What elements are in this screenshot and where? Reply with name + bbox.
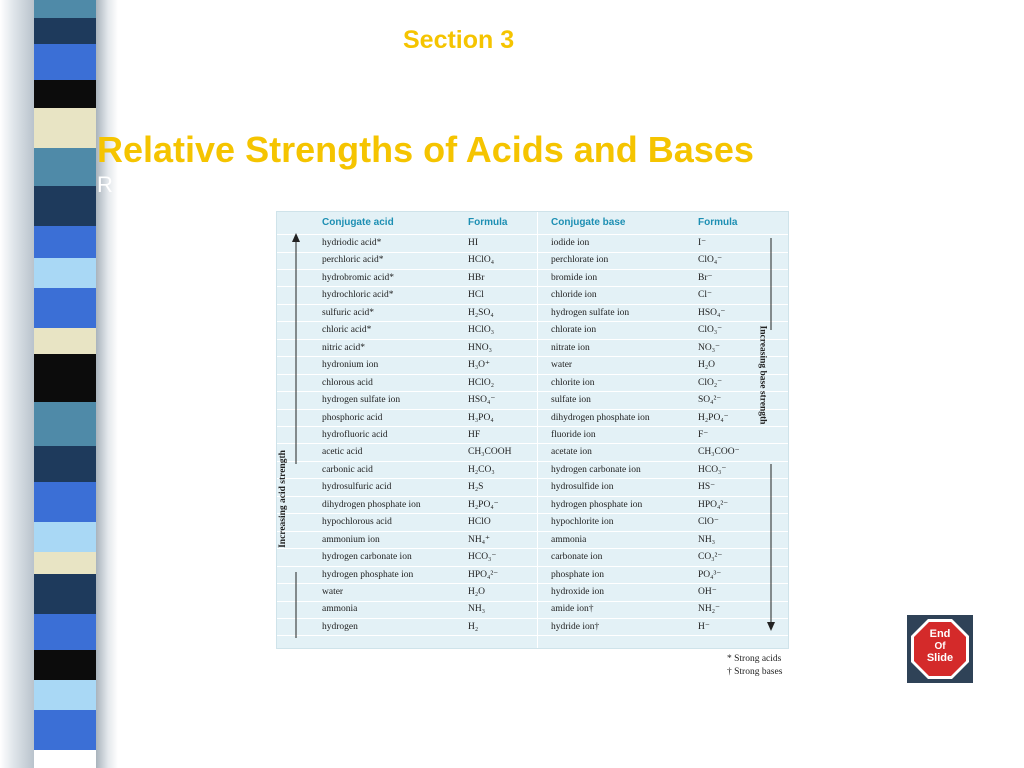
base-formula-cell: Br⁻: [698, 272, 713, 283]
strip-block: [34, 80, 96, 108]
acid-formula-cell: H₂SO₄: [468, 307, 494, 318]
conjugate-base-cell: carbonate ion: [551, 552, 603, 563]
end-sign-line3: Slide: [926, 652, 954, 664]
acid-formula-cell: HPO₄²⁻: [468, 569, 499, 580]
conjugate-base-cell: fluoride ion: [551, 429, 596, 440]
acid-formula-cell: H₂: [468, 621, 479, 632]
strip-block: [34, 226, 96, 258]
table-row: [277, 532, 788, 550]
conjugate-base-cell: chlorate ion: [551, 325, 597, 336]
strip-block: [34, 0, 96, 18]
conjugate-base-cell: phosphate ion: [551, 569, 605, 580]
table-row: [277, 410, 788, 428]
strip-block: [34, 482, 96, 522]
acid-formula-cell: H₂CO₃: [468, 464, 495, 475]
conjugate-acid-cell: chlorous acid: [322, 377, 373, 388]
strip-block: [34, 614, 96, 650]
conjugate-base-cell: chlorite ion: [551, 377, 595, 388]
conjugate-acid-cell: hydrogen: [322, 621, 358, 632]
strip-block: [34, 186, 96, 226]
base-formula-cell: HCO₃⁻: [698, 464, 727, 475]
conjugate-acid-cell: chloric acid*: [322, 325, 372, 336]
conjugate-acid-cell: hydronium ion: [322, 360, 379, 371]
base-formula-cell: ClO₄⁻: [698, 255, 723, 266]
conjugate-acid-cell: dihydrogen phosphate ion: [322, 499, 421, 510]
conjugate-base-cell: hydrogen carbonate ion: [551, 464, 641, 475]
strip-block: [34, 148, 96, 186]
acid-formula-cell: HCl: [468, 290, 484, 301]
conjugate-base-cell: hydrogen phosphate ion: [551, 499, 643, 510]
strip-block: [34, 446, 96, 482]
base-formula-cell: NH₃: [698, 534, 716, 545]
strip-block: [34, 288, 96, 328]
acid-formula-cell: HF: [468, 429, 481, 440]
acid-formula-cell: HClO₂: [468, 377, 495, 388]
conjugate-acid-cell: hydrosulfuric acid: [322, 482, 392, 493]
table-row: [277, 514, 788, 532]
conjugate-acid-cell: sulfuric acid*: [322, 307, 374, 318]
base-formula-cell: PO₄³⁻: [698, 569, 722, 580]
acid-formula-cell: H₂PO₄⁻: [468, 499, 499, 510]
conjugate-acid-cell: hydrogen sulfate ion: [322, 395, 401, 406]
acid-formula-cell: HBr: [468, 272, 485, 283]
conjugate-acid-cell: hydrochloric acid*: [322, 290, 394, 301]
acid-formula-cell: NH₃: [468, 604, 486, 615]
strip-block: [34, 522, 96, 552]
acid-strength-arrow: [289, 232, 303, 642]
conjugate-base-cell: amide ion†: [551, 604, 594, 615]
base-formula-cell: F⁻: [698, 429, 709, 440]
conjugate-acid-cell: hydriodic acid*: [322, 238, 382, 248]
table-row: [277, 375, 788, 393]
conjugate-base-cell: hydrosulfide ion: [551, 482, 614, 493]
header-conjugate-acid: Conjugate acid: [322, 217, 394, 228]
conjugate-base-cell: hydrogen sulfate ion: [551, 307, 630, 318]
acid-formula-cell: H₂O: [468, 587, 486, 597]
conjugate-base-cell: hypochlorite ion: [551, 517, 614, 528]
conjugate-acid-cell: carbonic acid: [322, 464, 373, 475]
base-formula-cell: HPO₄²⁻: [698, 499, 729, 510]
base-formula-cell: HSO₄⁻: [698, 307, 726, 318]
table-row: [277, 479, 788, 497]
header-conjugate-base: Conjugate base: [551, 217, 626, 228]
acid-formula-cell: H₃O⁺: [468, 360, 491, 371]
strip-block: [34, 108, 96, 148]
table-row: [277, 619, 788, 637]
strip-block: [34, 650, 96, 680]
strip-block: [34, 44, 96, 80]
acid-formula-cell: NH₄⁺: [468, 534, 491, 545]
slide-title: Relative Strengths of Acids and Bases: [97, 129, 754, 170]
conjugate-base-cell: chloride ion: [551, 290, 597, 301]
acid-formula-cell: H₂S: [468, 482, 484, 493]
strip-block: [34, 258, 96, 288]
table-row: [277, 357, 788, 375]
strip-block: [34, 354, 96, 402]
conjugate-acid-cell: phosphoric acid: [322, 412, 383, 423]
table-row: [277, 340, 788, 358]
conjugate-acid-cell: hydrogen phosphate ion: [322, 569, 414, 580]
decorative-sidebar-strip: [0, 0, 118, 768]
footnote-strong-bases: † Strong bases: [727, 667, 783, 677]
table-row: [277, 392, 788, 410]
stop-sign-icon: [907, 615, 973, 683]
conjugate-base-cell: dihydrogen phosphate ion: [551, 412, 650, 423]
conjugate-base-cell: nitrate ion: [551, 342, 590, 353]
acid-formula-cell: HSO₄⁻: [468, 395, 496, 406]
base-strength-arrow: [764, 232, 778, 637]
table-row: [277, 567, 788, 585]
conjugate-acid-cell: nitric acid*: [322, 342, 365, 353]
conjugate-base-cell: perchlorate ion: [551, 255, 609, 266]
acid-formula-cell: HNO₃: [468, 342, 492, 353]
table-row: [277, 305, 788, 323]
table-row: [277, 601, 788, 619]
hidden-subtitle-fragment: R: [97, 172, 113, 197]
strip-block: [34, 552, 96, 574]
base-formula-cell: NO₃⁻: [698, 342, 721, 353]
strip-shade: [96, 0, 118, 768]
conjugate-acid-cell: hydrogen carbonate ion: [322, 552, 412, 563]
base-formula-cell: ClO₃⁻: [698, 325, 723, 336]
base-formula-cell: Cl⁻: [698, 290, 712, 301]
conjugate-base-cell: ammonia: [551, 534, 587, 545]
header-acid-formula: Formula: [468, 217, 508, 228]
table-row: [277, 444, 788, 462]
table-row: [277, 549, 788, 567]
acid-formula-cell: HClO: [468, 517, 491, 528]
base-formula-cell: ClO⁻: [698, 517, 719, 528]
table-row: [277, 497, 788, 515]
base-formula-cell: H⁻: [698, 621, 710, 632]
base-formula-cell: NH₂⁻: [698, 604, 721, 615]
strip-block: [34, 574, 96, 614]
base-formula-cell: HS⁻: [698, 482, 716, 493]
table-row: [277, 322, 788, 340]
header-base-formula: Formula: [698, 217, 738, 228]
table-row: [277, 584, 788, 602]
base-formula-cell: CH₃COO⁻: [698, 447, 740, 458]
strip-block: [34, 402, 96, 446]
table-row: [277, 235, 788, 253]
base-formula-cell: CO₃²⁻: [698, 552, 723, 563]
acid-formula-cell: CH₃COOH: [468, 447, 512, 458]
conjugate-acid-cell: ammonium ion: [322, 534, 380, 545]
acid-formula-cell: HClO₃: [468, 325, 495, 336]
conjugate-base-cell: sulfate ion: [551, 395, 591, 406]
table-row: [277, 462, 788, 480]
end-of-slide-button[interactable]: [907, 615, 973, 683]
table-header: [277, 212, 788, 235]
strip-block: [34, 18, 96, 44]
strip-block: [34, 680, 96, 710]
end-sign-line2: Of: [934, 641, 946, 652]
acid-formula-cell: HI: [468, 238, 479, 248]
base-formula-cell: H₂PO₄⁻: [698, 412, 729, 423]
table-row: [277, 427, 788, 445]
footnote-strong-acids: * Strong acids: [727, 654, 782, 664]
base-axis-label: Increasing base strength: [757, 325, 768, 425]
conjugate-base-cell: hydroxide ion: [551, 587, 605, 597]
base-formula-cell: SO₄²⁻: [698, 395, 722, 406]
acid-formula-cell: HClO₄: [468, 255, 495, 266]
conjugate-acid-cell: water: [322, 587, 344, 597]
conjugate-base-cell: bromide ion: [551, 272, 598, 283]
conjugate-acid-cell: perchloric acid*: [322, 255, 384, 266]
conjugate-acid-cell: hydrobromic acid*: [322, 272, 395, 283]
section-title: Section 3: [403, 26, 515, 54]
acid-base-strength-table: [276, 211, 789, 649]
conjugate-base-cell: hydride ion†: [551, 621, 600, 632]
acid-formula-cell: H₃PO₄: [468, 412, 494, 423]
conjugate-base-cell: acetate ion: [551, 447, 592, 458]
table-row: [277, 252, 788, 270]
base-formula-cell: H₂O: [698, 360, 716, 371]
base-formula-cell: I⁻: [698, 238, 707, 248]
conjugate-acid-cell: hypochlorous acid: [322, 517, 392, 528]
acid-axis-label: Increasing acid strength: [277, 450, 288, 548]
base-formula-cell: ClO₂⁻: [698, 377, 723, 388]
strip-color-blocks: [34, 0, 96, 768]
end-sign-line1: End: [929, 628, 951, 640]
strip-block: [34, 328, 96, 354]
conjugate-acid-cell: hydrofluoric acid: [322, 429, 388, 440]
conjugate-acid-cell: acetic acid: [322, 447, 363, 458]
table-row: [277, 270, 788, 288]
acid-formula-cell: HCO₃⁻: [468, 552, 497, 563]
strip-edge: [0, 0, 34, 768]
strip-block: [34, 710, 96, 750]
conjugate-base-cell: water: [551, 360, 573, 371]
table-row: [277, 287, 788, 305]
base-formula-cell: OH⁻: [698, 587, 717, 597]
conjugate-acid-cell: ammonia: [322, 604, 358, 615]
conjugate-base-cell: iodide ion: [551, 238, 590, 248]
